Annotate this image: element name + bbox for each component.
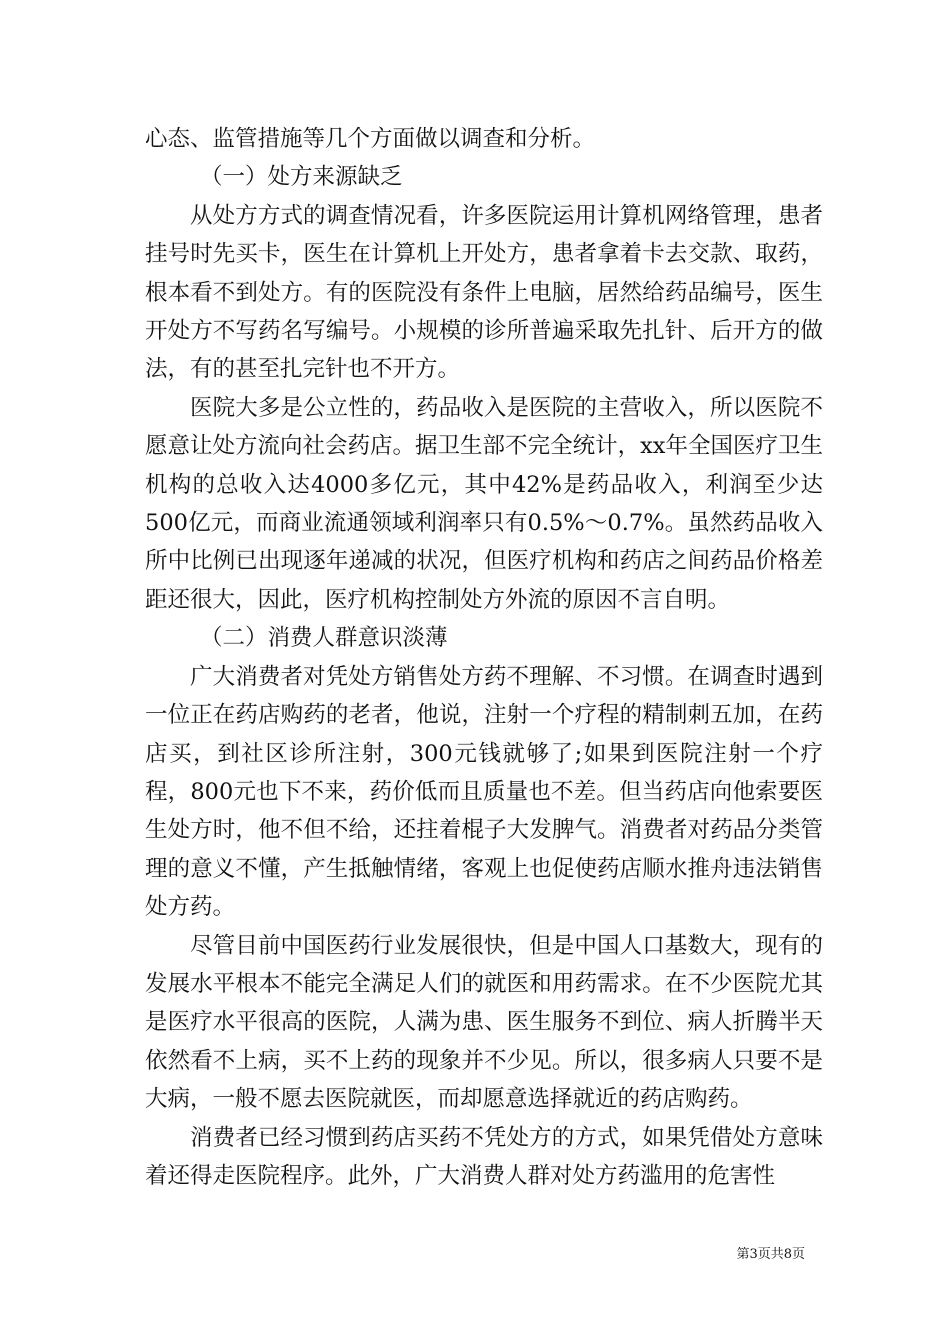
paragraph: 从处方方式的调查情况看，许多医院运用计算机网络管理，患者挂号时先买卡，医生在计算机上开处方，患者拿着卡去交款、取药，根本看不到处方。有的医院没有条件上电脑，居然给药品编号，医生开处方不写药名写编号。小规模的诊所普遍采取先扎针、后开方的做法，有的甚至扎完针也不开方。 [145,202,823,383]
paragraph: 医院大多是公立性的，药品收入是医院的主营收入，所以医院不愿意让处方流向社会药店。据卫生部不完全统计，xx年全国医疗卫生机构的总收入达4000多亿元，其中42%是药品收入，利润至少达500亿元，而商业流通领域利润率只有0.5%～0.7%。虽然药品收入所中比例已出现逐年递减的状况，但医疗机构和药店之间药品价格差距还很大，因此，医疗机构控制处方外流的原因不言自明。 [145,394,823,613]
paragraph-continuation: 心态、监管措施等几个方面做以调查和分析。 [145,126,596,152]
document-body [145,120,823,1195]
page-number-footer: 第3页共8页 [736,1247,805,1262]
paragraph: 消费者已经习惯到药店买药不凭处方的方式，如果凭借处方意味着还得走医院程序。此外，广大消费人群对处方药滥用的危害性 [145,1124,823,1189]
paragraph: 尽管目前中国医药行业发展很快，但是中国人口基数大，现有的发展水平根本不能完全满足人们的就医和用药需求。在不少医院尤其是医疗水平很高的医院，人满为患、医生服务不到位、病人折腾半天依然看不上病，买不上药的现象并不少见。所以，很多病人只要不是大病，一般不愿去医院就医，而却愿意选择就近的药店购药。 [145,932,823,1113]
section-heading-1: （一）处方来源缺乏 [200,164,403,191]
paragraph: 广大消费者对凭处方销售处方药不理解、不习惯。在调查时遇到一位正在药店购药的老者，他说，注射一个疗程的精制刺五加，在药店买，到社区诊所注射，300元钱就够了;如果到医院注射一个疗程，800元也下不来，药价低而且质量也不差。但当药店向他索要医生处方时，他不但不给，还拄着棍子大发脾气。消费者对药品分类管理的意义不懂，产生抵触情绪，客观上也促使药店顺水推舟违法销售处方药。 [145,663,823,921]
section-heading-2: （二）消费人群意识淡薄 [200,625,448,652]
